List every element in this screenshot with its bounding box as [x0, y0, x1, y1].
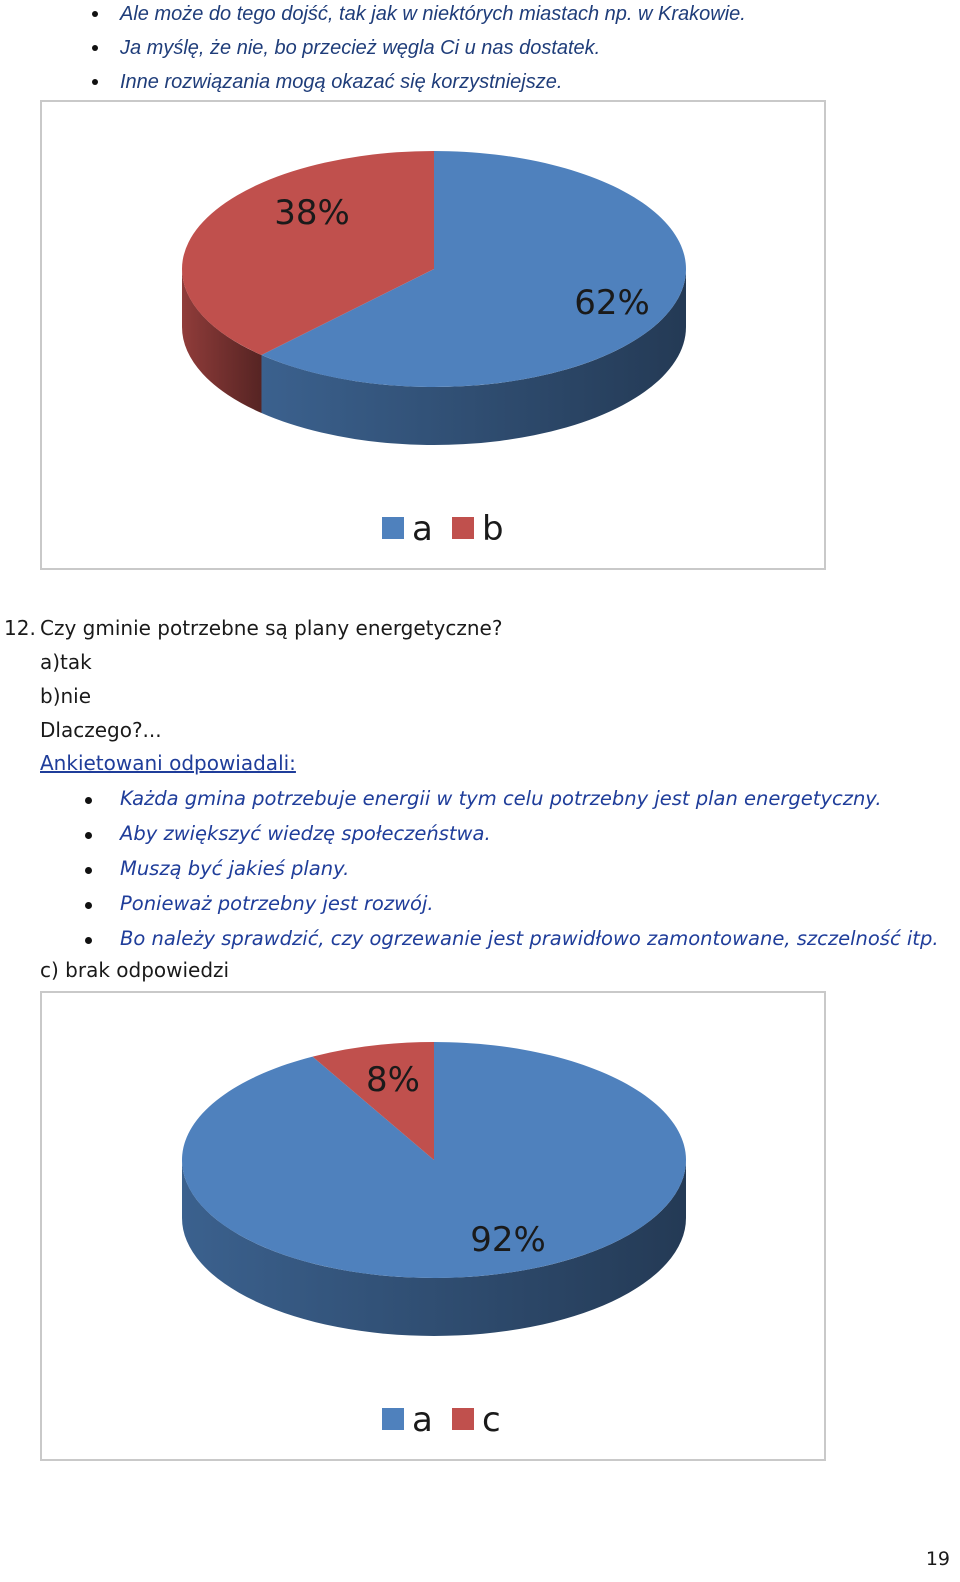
- list-item: Ale może do tego dojść, tak jak w niektórych miastach np. w Krakowie.: [0, 0, 746, 34]
- legend-swatch-a: [382, 517, 404, 539]
- legend-label-a: a: [412, 509, 433, 549]
- list-item: Ja myślę, że nie, bo przecież węgla Ci u nas dostatek.: [0, 34, 746, 68]
- legend-label-b: b: [482, 509, 504, 549]
- answers-list: [0, 784, 939, 959]
- pie-chart-2-svg: [42, 993, 824, 1459]
- legend-label-c: c: [482, 1400, 501, 1440]
- legend-swatch-a: [382, 1408, 404, 1430]
- pie-chart-1-svg: [42, 102, 824, 568]
- data-label-b: 38%: [274, 193, 350, 233]
- list-item: Każda gmina potrzebuje energii w tym celu potrzebny jest plan energetyczny.: [0, 784, 939, 819]
- question-text: Czy gminie potrzebne są plany energetyczne?: [40, 616, 503, 640]
- legend-label-a: a: [412, 1400, 433, 1440]
- respondents-label: Ankietowani odpowiadali:: [40, 751, 296, 775]
- option-a: a)tak: [40, 650, 92, 674]
- list-item: Bo należy sprawdzić, czy ogrzewanie jest prawidłowo zamontowane, szczelność itp.: [0, 924, 939, 959]
- option-b: b)nie: [40, 684, 92, 708]
- top-bullet-list: [0, 0, 746, 102]
- legend-swatch-c: [452, 1408, 474, 1430]
- pie-chart-2: [40, 991, 826, 1461]
- list-item: Muszą być jakieś plany.: [0, 854, 939, 889]
- list-item: Inne rozwiązania mogą okazać się korzystniejsze.: [0, 68, 746, 102]
- data-label-a: 62%: [574, 283, 650, 323]
- pie-chart-1: [40, 100, 826, 570]
- data-label-a: 92%: [470, 1220, 546, 1260]
- question-number: 12.: [4, 616, 36, 640]
- list-item: Aby zwiększyć wiedzę społeczeństwa.: [0, 819, 939, 854]
- option-c: c) brak odpowiedzi: [40, 958, 230, 982]
- legend-swatch-b: [452, 517, 474, 539]
- page-number: 19: [925, 1548, 950, 1570]
- list-item: Ponieważ potrzebny jest rozwój.: [0, 889, 939, 924]
- data-label-c: 8%: [366, 1060, 420, 1100]
- why-label: Dlaczego?...: [40, 718, 162, 742]
